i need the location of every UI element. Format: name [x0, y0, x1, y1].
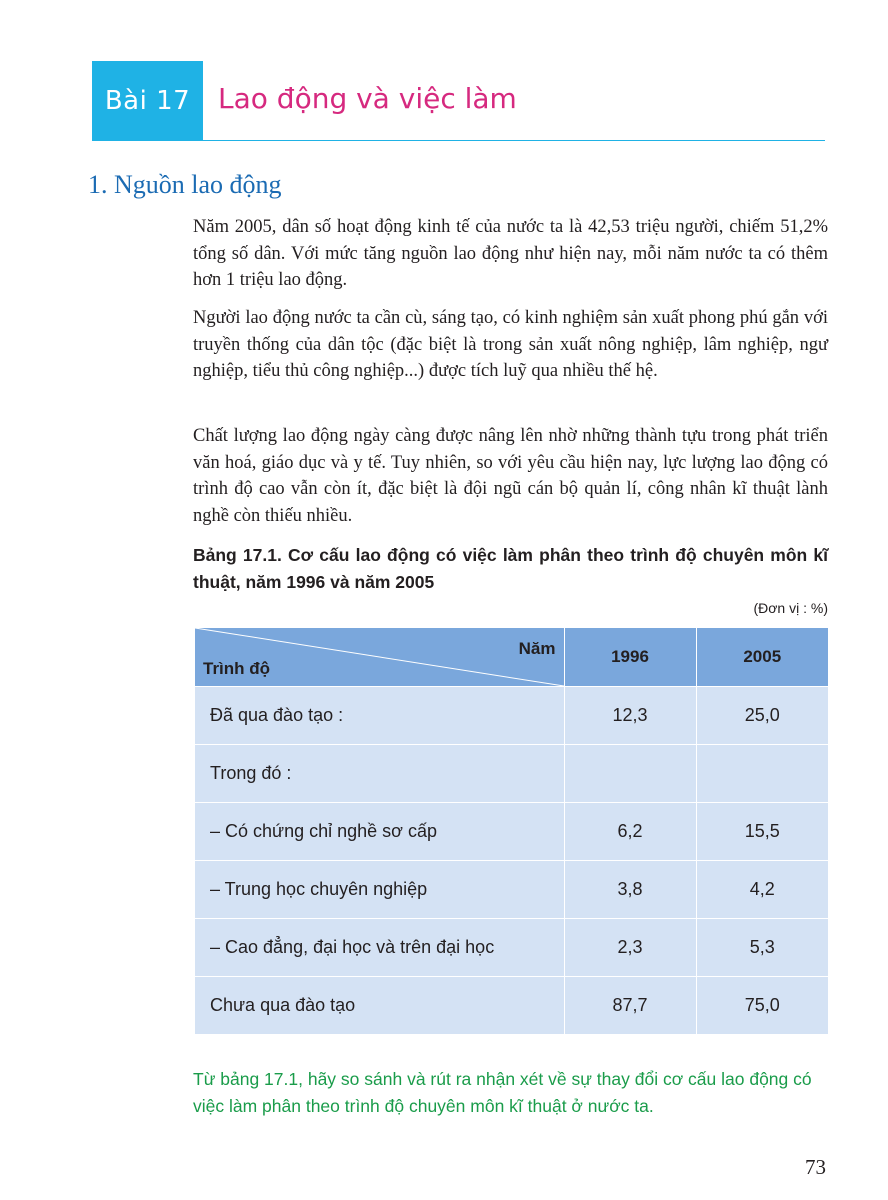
lesson-title: Lao động và việc làm — [218, 82, 517, 115]
table-row — [195, 745, 828, 803]
paragraph-2: Người lao động nước ta cần cù, sáng tạo, có kinh nghiệm sản xuất phong phú gắn với truyền thống của dân tộc (đặc biệt là trong sản xuất nông nghiệp, lâm nghiệp, ngư nghiệp, tiểu thủ công nghiệp...) được tích luỹ qua nhiều thế hệ. — [193, 308, 828, 381]
value-2005: 5,3 — [696, 919, 828, 977]
row-label: Chưa qua đào tạo — [195, 977, 564, 1035]
table-unit-label: (Đơn vị : %) — [753, 600, 828, 616]
table-caption: Bảng 17.1. Cơ cấu lao động có việc làm phân theo trình độ chuyên môn kĩ thuật, năm 1996 và năm 2005 — [193, 545, 828, 592]
table-header-row — [195, 628, 828, 687]
value-1996: 12,3 — [564, 687, 696, 745]
value-1996: 2,3 — [564, 919, 696, 977]
value-2005: 15,5 — [696, 803, 828, 861]
value-1996: 3,8 — [564, 861, 696, 919]
labor-structure-table — [195, 628, 828, 1034]
row-label: – Cao đẳng, đại học và trên đại học — [195, 919, 564, 977]
exercise-question: Từ bảng 17.1, hãy so sánh và rút ra nhận xét về sự thay đổi cơ cấu lao động có việc làm phân theo trình độ chuyên môn kĩ thuật ở nước ta. — [193, 1069, 812, 1116]
corner-label-year: Năm — [518, 639, 556, 658]
title-divider — [203, 140, 825, 141]
row-label: – Trung học chuyên nghiệp — [195, 861, 564, 919]
lesson-badge: Bài 17 — [92, 61, 203, 141]
table-row — [195, 977, 828, 1035]
table-corner-cell — [195, 628, 564, 687]
value-1996: 87,7 — [564, 977, 696, 1035]
section-heading: 1. Nguồn lao động — [88, 170, 282, 199]
corner-label-level: Trình độ — [203, 659, 271, 678]
table-row — [195, 687, 828, 745]
value-2005: 25,0 — [696, 687, 828, 745]
paragraph-1: Năm 2005, dân số hoạt động kinh tế của nước ta là 42,53 triệu người, chiếm 51,2% tổng số dân. Với mức tăng nguồn lao động như hiện nay, mỗi năm nước ta có thêm hơn 1 triệu lao động. — [193, 217, 828, 290]
value-2005 — [696, 745, 828, 803]
header-year-2005: 2005 — [696, 628, 828, 687]
table-row — [195, 861, 828, 919]
header-year-1996: 1996 — [564, 628, 696, 687]
page-number: 73 — [805, 1155, 826, 1179]
value-1996: 6,2 — [564, 803, 696, 861]
value-1996 — [564, 745, 696, 803]
value-2005: 75,0 — [696, 977, 828, 1035]
row-label: Đã qua đào tạo : — [195, 687, 564, 745]
row-label: Trong đó : — [195, 745, 564, 803]
table-row — [195, 803, 828, 861]
value-2005: 4,2 — [696, 861, 828, 919]
paragraph-3: Chất lượng lao động ngày càng được nâng lên nhờ những thành tựu trong phát triển văn hoá, giáo dục và y tế. Tuy nhiên, so với yêu cầu hiện nay, lực lượng lao động có trình độ cao vẫn còn ít, đặc biệt là đội ngũ cán bộ quản lí, công nhân kĩ thuật lành nghề còn thiếu nhiều. — [193, 426, 828, 526]
row-label: – Có chứng chỉ nghề sơ cấp — [195, 803, 564, 861]
table-row — [195, 919, 828, 977]
